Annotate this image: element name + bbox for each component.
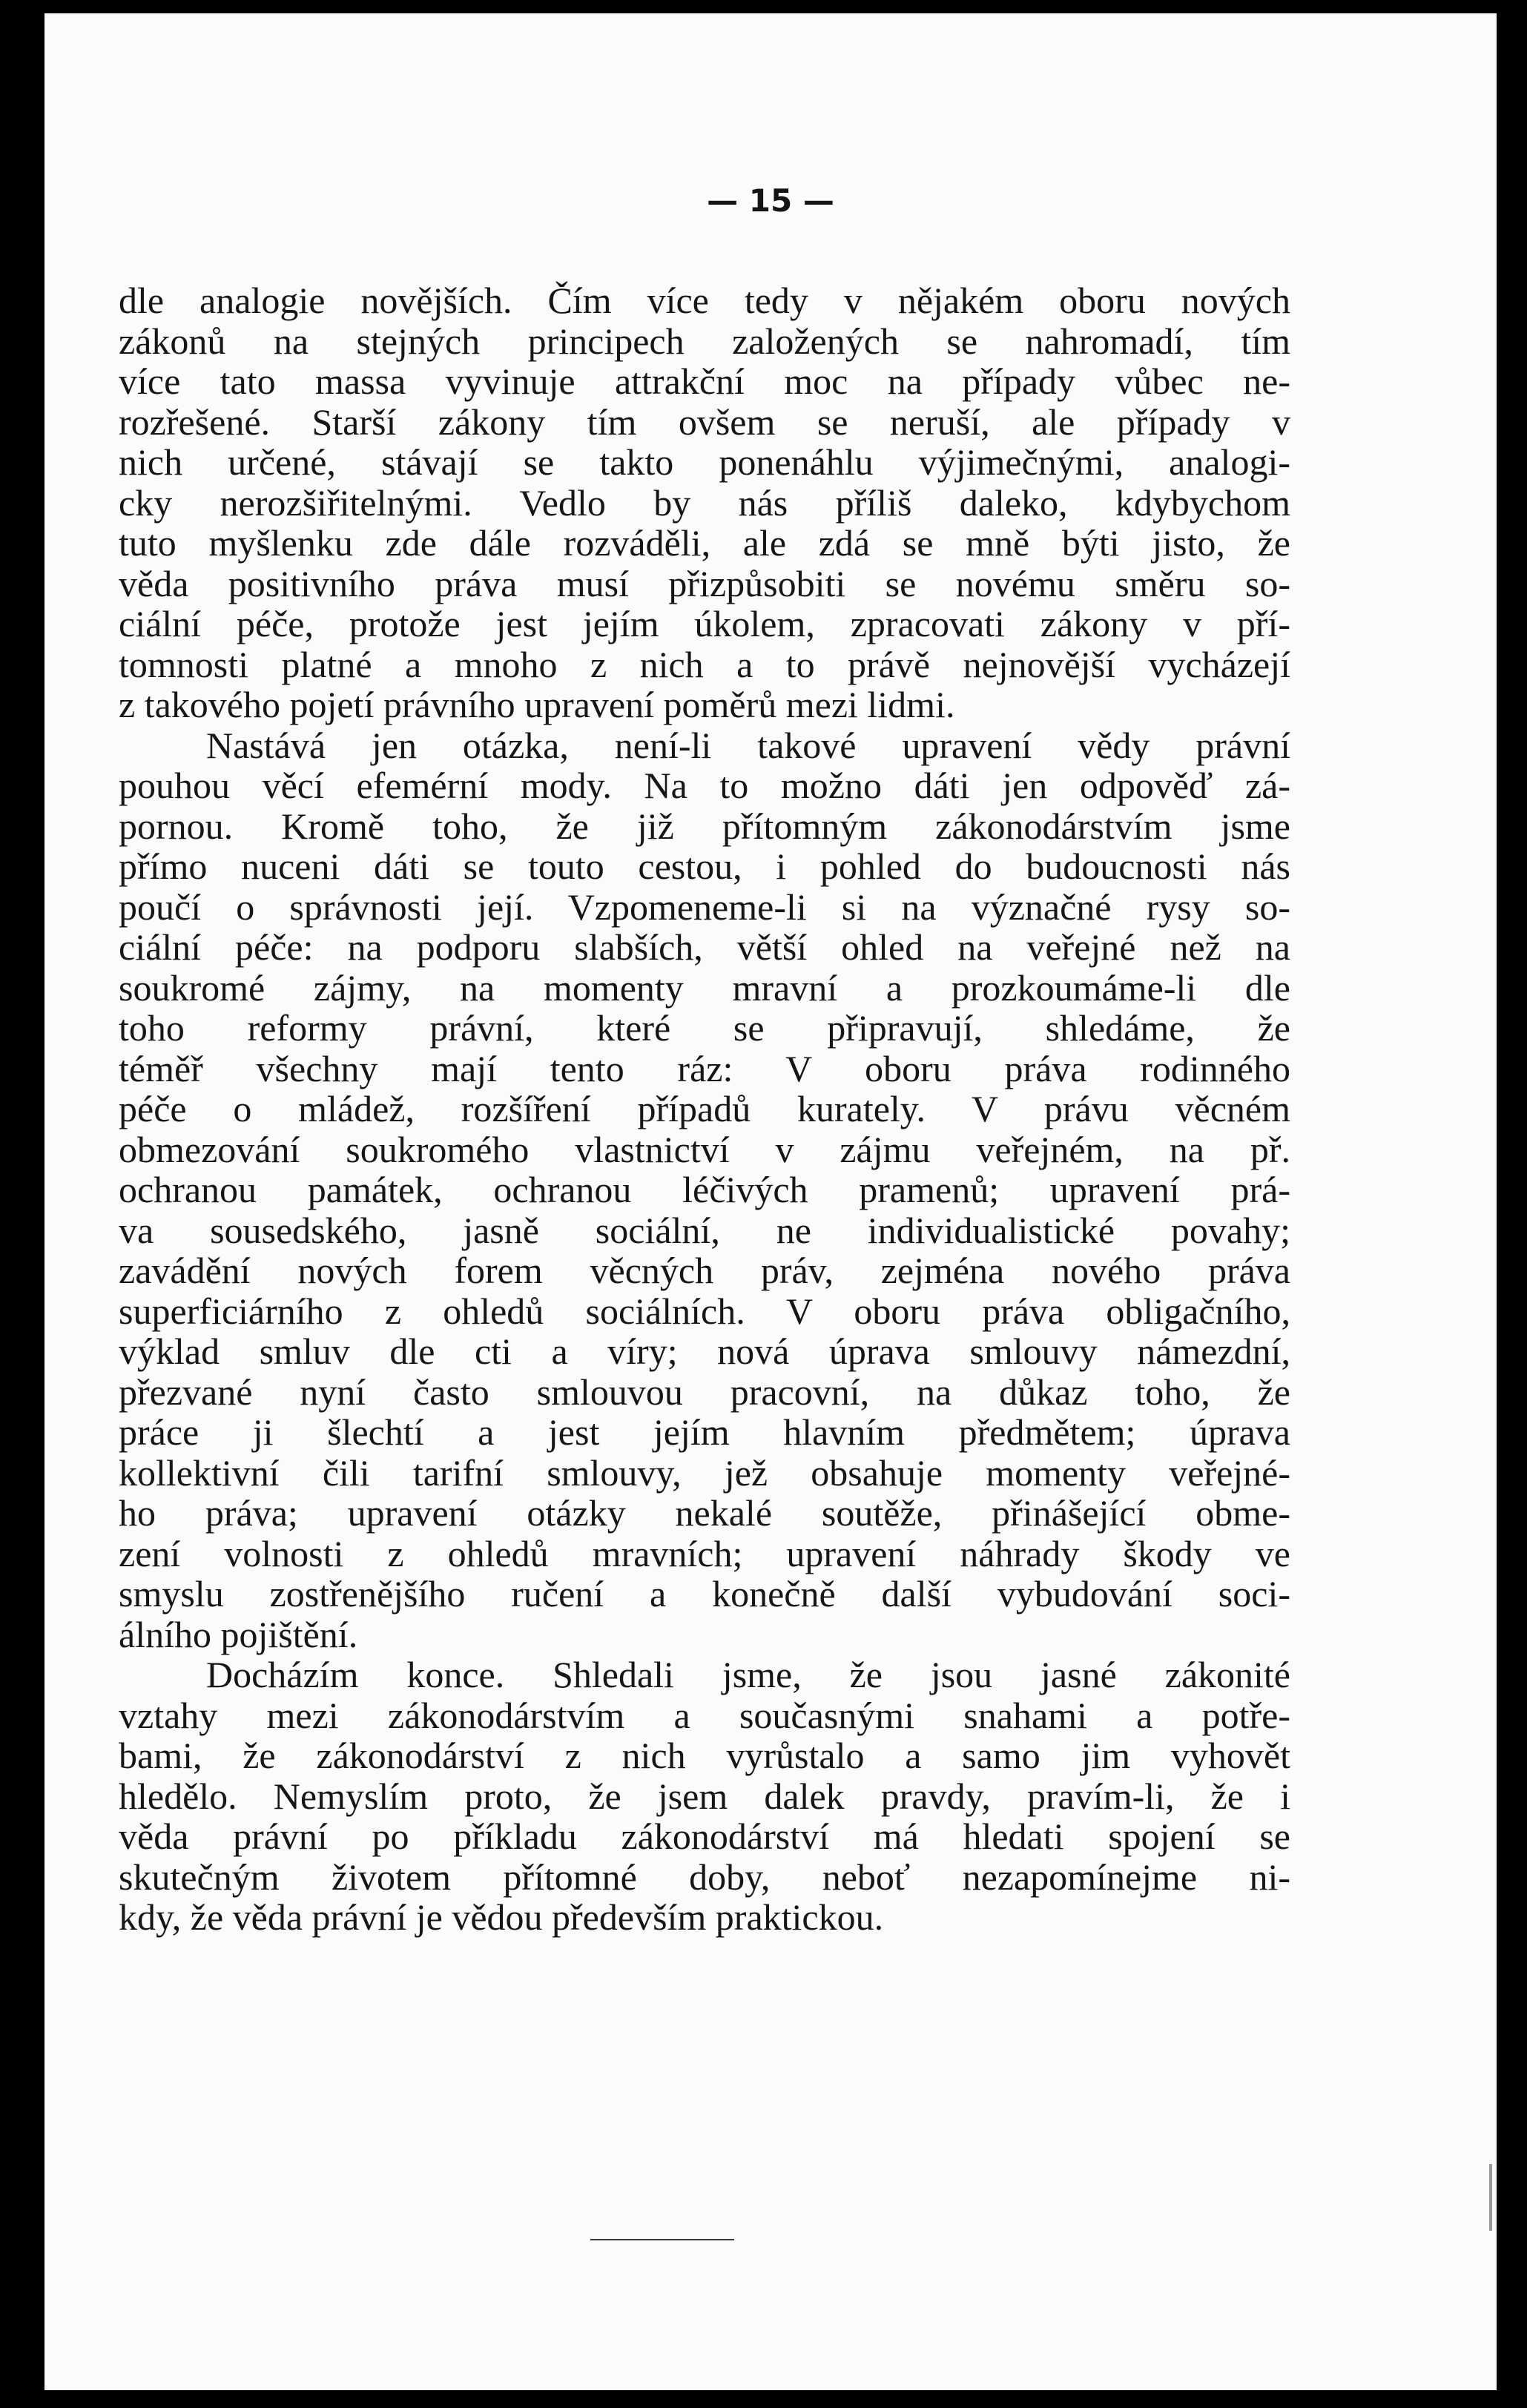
text-line: více tato massa vyvinuje attrakční moc na případy vůbec ne- (119, 360, 1290, 402)
text-line: výklad smluv dle cti a víry; nová úprava smlouvy námezdní, (119, 1330, 1290, 1372)
text-line: věda positivního práva musí přizpůsobiti se novému směru so- (119, 562, 1290, 604)
text-line: bami, že zákonodárství z nich vyrůstalo a samo jim vyhovět (119, 1735, 1290, 1776)
text-line: z takového pojetí právního upravení poměrů mezi lidmi. (119, 684, 955, 725)
text-line: tuto myšlenku zde dále rozváděli, ale zdá se mně býti jisto, že (119, 522, 1290, 564)
text-line: zavádění nových forem věcných práv, zejména nového práva (119, 1250, 1290, 1291)
text-line: dle analogie novějších. Čím více tedy v nějakém oboru nových (119, 280, 1290, 321)
text-line: ho práva; upravení otázky nekalé soutěže, přinášející obme- (119, 1492, 1290, 1534)
end-rule (590, 2239, 734, 2240)
text-line: poučí o správnosti její. Vzpomeneme-li si na význačné rysy so- (119, 885, 1290, 928)
text-line: hledělo. Nemyslím proto, že jsem dalek pravdy, pravím-li, že i (119, 1775, 1290, 1817)
book-page (44, 13, 1497, 2390)
text-line: skutečným životem přítomné doby, neboť nezapomínejme ni- (119, 1856, 1290, 1898)
text-line: ciální péče, protože jest jejím úkolem, zpracovati zákony v pří- (119, 603, 1290, 644)
text-line: ochranou památek, ochranou léčivých pramenů; upravení prá- (119, 1169, 1290, 1210)
text-line: kdy, že věda právní je vědou především praktickou. (119, 1896, 884, 1938)
text-line: smyslu zostřenějšího ručení a konečně další vybudování soci- (119, 1573, 1290, 1614)
text-line: soukromé zájmy, na momenty mravní a prozkoumáme-li dle (119, 966, 1290, 1009)
text-line: superficiárního z ohledů sociálních. V oboru práva obligačního, (119, 1290, 1290, 1332)
text-line: zení volnosti z ohledů mravních; upravení náhrady škody ve (119, 1532, 1290, 1574)
text-line: cky nerozšiřitelnými. Vedlo by nás příliš daleko, kdybychom (119, 481, 1290, 524)
text-line: práce ji šlechtí a jest jejím hlavním předmětem; úprava (119, 1411, 1290, 1453)
scan-edge-mark (1489, 2164, 1492, 2231)
paragraph-2 (119, 725, 1290, 1655)
text-line: obmezování soukromého vlastnictví v zájmu veřejném, na př. (119, 1128, 1290, 1170)
text-line: přezvané nyní často smlouvou pracovní, na důkaz toho, že (119, 1370, 1290, 1413)
paragraph-1 (119, 280, 1290, 725)
text-line: vztahy mezi zákonodárstvím a současnými snahami a potře- (119, 1694, 1290, 1736)
text-line: ciální péče: na podporu slabších, větší ohled na veřejné než na (119, 926, 1290, 968)
text-line: rozřešené. Starší zákony tím ovšem se neruší, ale případy v (119, 400, 1290, 443)
paragraph-3 (119, 1655, 1290, 1938)
text-line: věda právní po příkladu zákonodárství má hledati spojení se (119, 1815, 1290, 1857)
text-line: pouhou věcí efemérní mody. Na to možno dáti jen odpověď zá- (119, 765, 1290, 806)
text-line: zákonů na stejných principech založených se nahromadí, tím (119, 320, 1290, 362)
text-line: álního pojištění. (119, 1613, 358, 1655)
text-line: nich určené, stávají se takto ponenáhlu výjimečnými, analogi- (119, 441, 1290, 483)
page-number-header: — 15 — (707, 182, 834, 219)
text-line: téměř všechny mají tento ráz: V oboru práva rodinného (119, 1047, 1290, 1089)
text-line: pornou. Kromě toho, že již přítomným zákonodárstvím jsme (119, 805, 1290, 847)
text-line: péče o mládež, rozšíření případů kurately. V právu věcném (119, 1088, 1290, 1129)
text-line: va sousedského, jasně sociální, ne individualistické povahy; (119, 1209, 1290, 1251)
text-line: toho reformy právní, které se připravují, shledáme, že (119, 1007, 1290, 1049)
body-text (119, 280, 1290, 1938)
text-line: přímo nuceni dáti se touto cestou, i pohled do budoucnosti nás (119, 845, 1290, 887)
text-line: tomnosti platné a mnoho z nich a to právě nejnovější vycházejí (119, 643, 1290, 685)
text-line: kollektivní čili tarifní smlouvy, jež obsahuje momenty veřejné- (119, 1451, 1290, 1494)
text-line: Docházím konce. Shledali jsme, že jsou jasné zákonité (206, 1654, 1290, 1695)
text-line: Nastává jen otázka, není-li takové upravení vědy právní (206, 724, 1290, 766)
